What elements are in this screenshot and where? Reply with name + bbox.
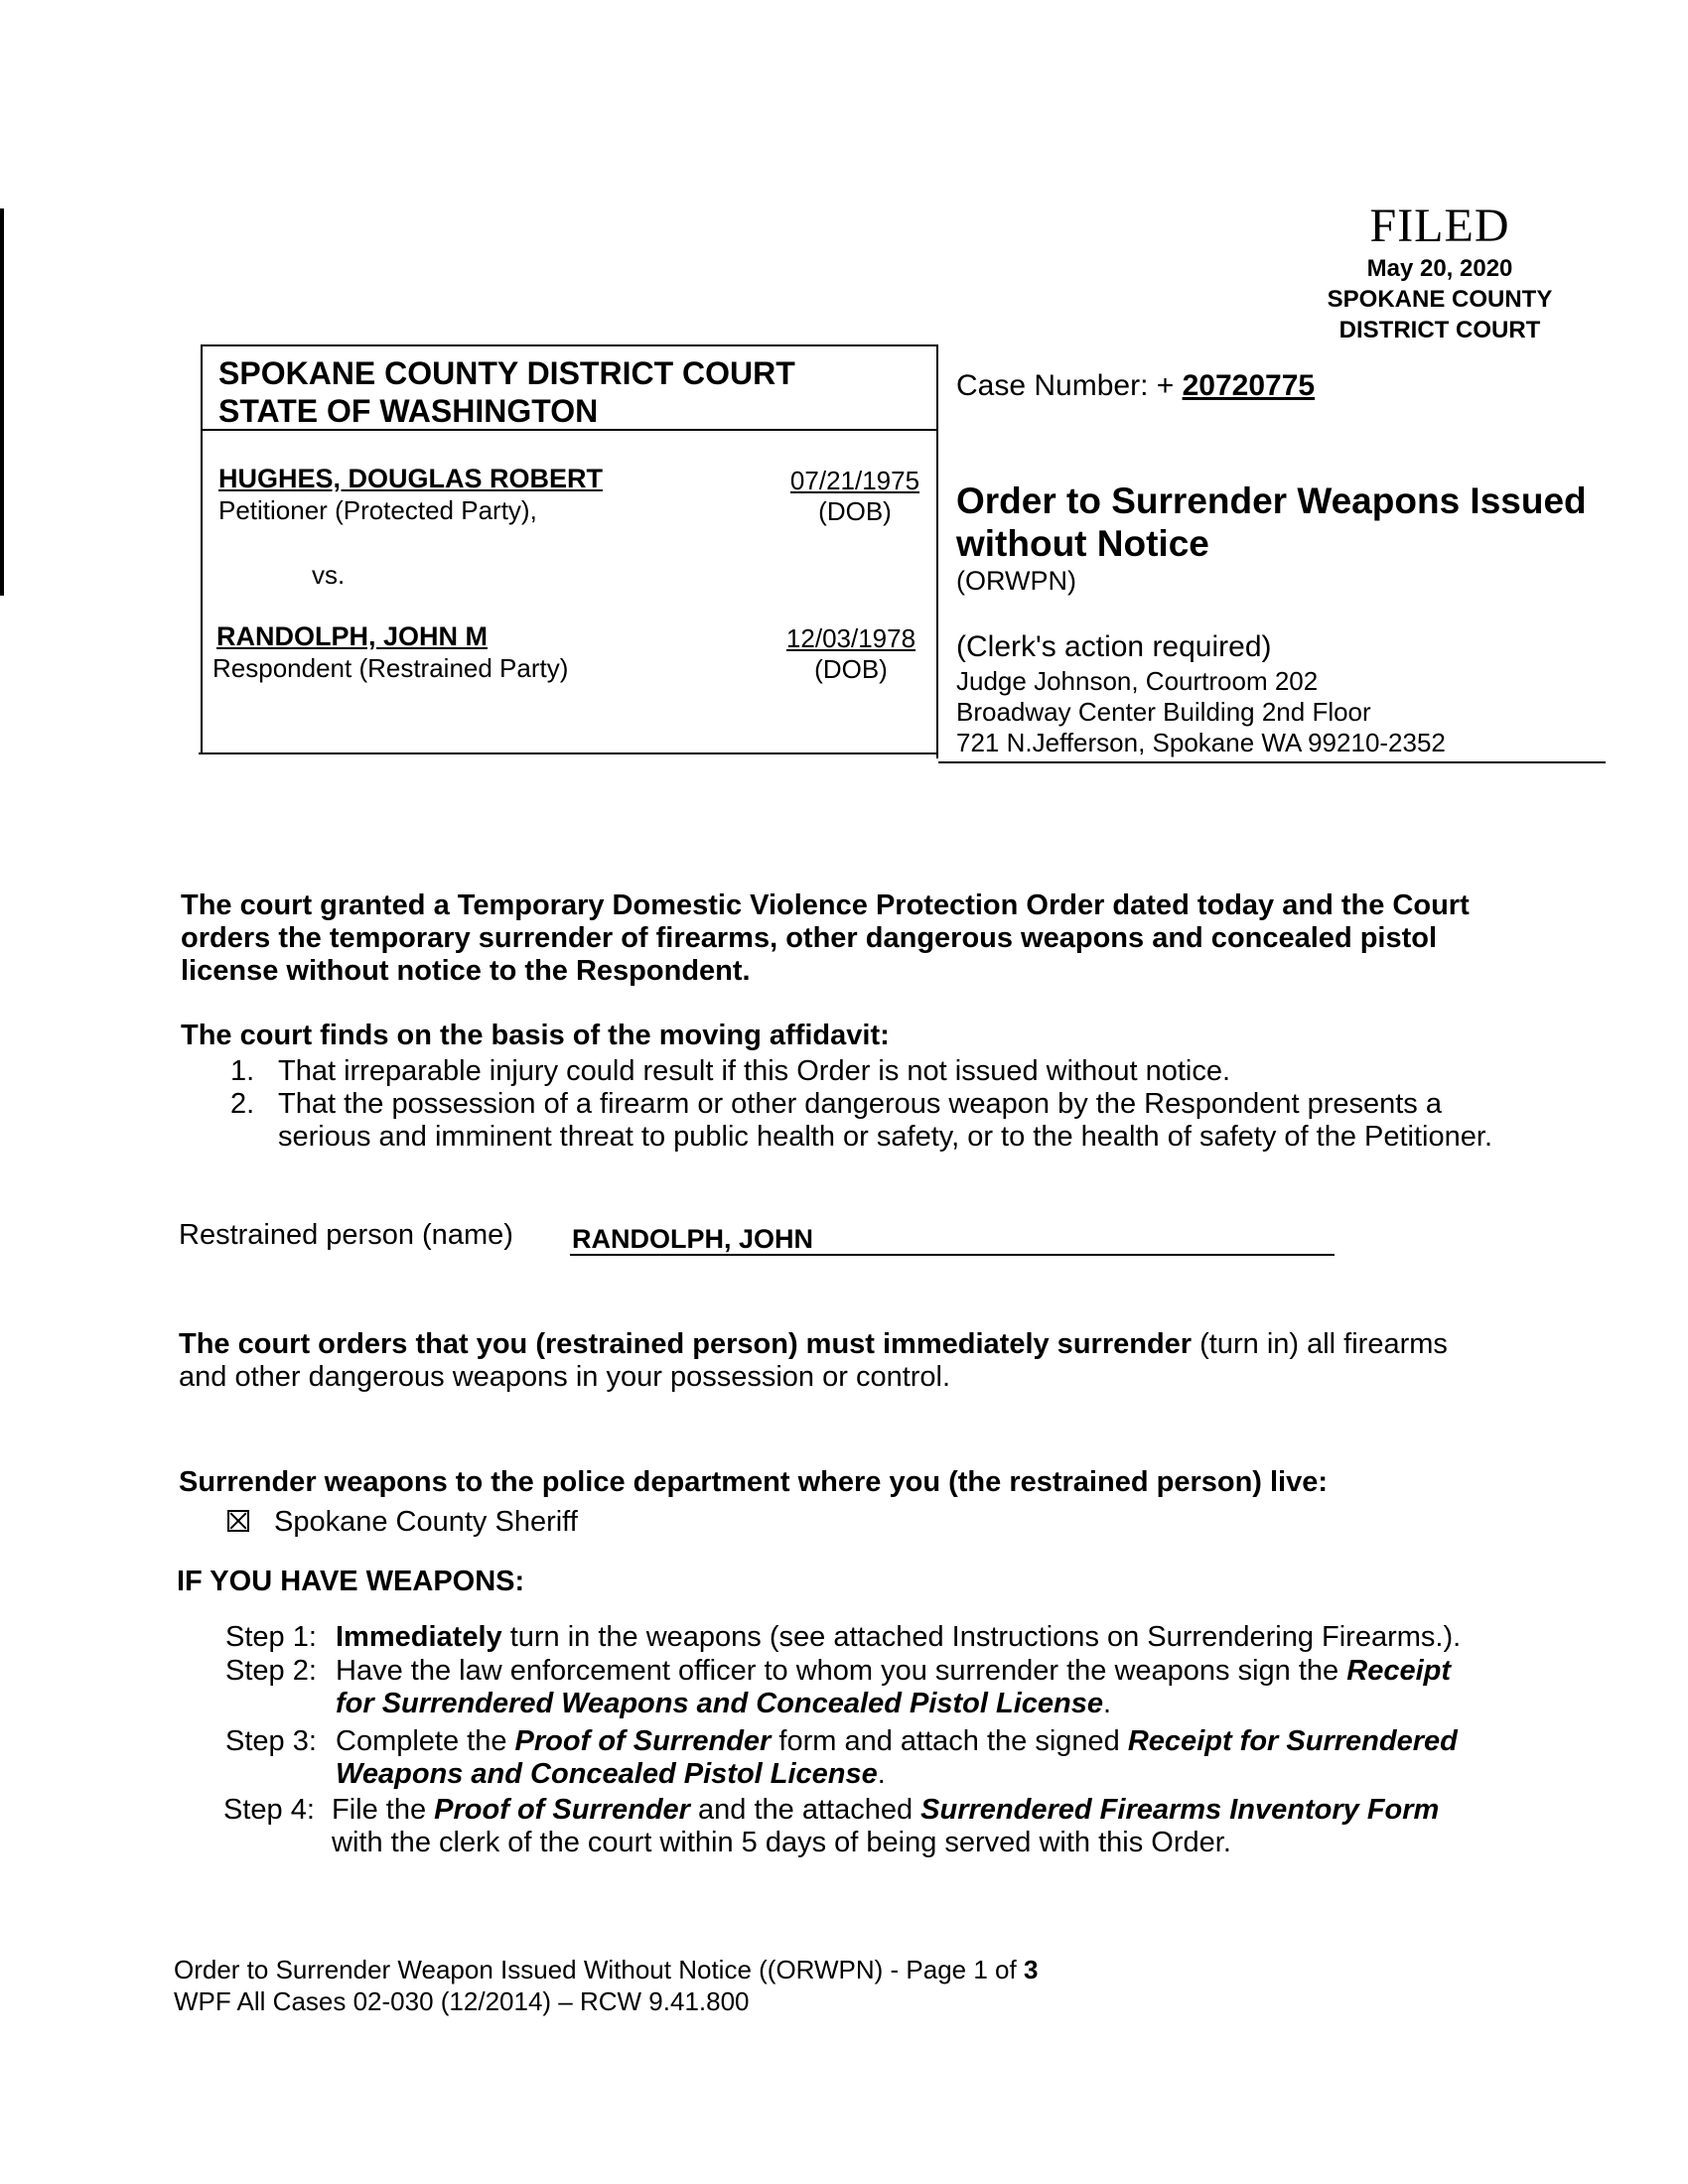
step-text-emphasis: Weapons and Concealed Pistol License xyxy=(336,1758,878,1790)
sheriff-checkbox xyxy=(227,1510,249,1532)
intro-line: The court granted a Temporary Domestic Violence Protection Order dated today and the Court xyxy=(181,889,1470,921)
step-text-line2: with the clerk of the court within 5 days of being served with this Order. xyxy=(332,1827,1231,1858)
filed-county: SPOKANE COUNTY xyxy=(1327,286,1553,313)
court-address: 721 N.Jefferson, Spokane WA 99210-2352 xyxy=(956,728,1446,757)
respondent-role: Respondent (Restrained Party) xyxy=(212,653,569,683)
step-text-part: Have the law enforcement officer to whom you surrender the weapons sign the xyxy=(336,1655,1347,1687)
step-text-part: . xyxy=(877,1758,886,1790)
court-name xyxy=(218,354,795,430)
case-number xyxy=(956,369,1315,403)
step-text-emphasis: for Surrendered Weapons and Concealed Pistol License xyxy=(336,1688,1103,1719)
step-text-emphasis: Surrendered Firearms Inventory Form xyxy=(920,1794,1440,1826)
respondent-dob-block xyxy=(776,623,925,685)
step-label: Step 1: xyxy=(225,1621,317,1653)
caption-left-border xyxy=(201,431,203,754)
footer-form-title: Order to Surrender Weapon Issued Without Notice ((ORWPN) - Page 1 of xyxy=(174,1955,1024,1984)
step-text xyxy=(332,1794,1439,1859)
step-label: Step 2: xyxy=(225,1655,317,1687)
orders-paragraph xyxy=(179,1328,1448,1394)
petitioner-dob: 07/21/1975 xyxy=(789,466,920,495)
filed-title: FILED xyxy=(1369,200,1510,252)
step-text-part: Complete the xyxy=(336,1725,515,1757)
agency-label: Spokane County Sheriff xyxy=(274,1506,578,1538)
step-text-emphasis: Receipt for Surrendered xyxy=(1127,1725,1458,1757)
findings-heading: The court finds on the basis of the moving affidavit: xyxy=(181,1020,890,1051)
court-name-line2: STATE OF WASHINGTON xyxy=(218,393,599,429)
restrained-name: RANDOLPH, JOHN xyxy=(572,1224,814,1254)
order-title-line1: Order to Surrender Weapons Issued xyxy=(956,480,1587,521)
step-text xyxy=(336,1725,1458,1791)
finding-item xyxy=(230,1088,254,1121)
court-name-line1: SPOKANE COUNTY DISTRICT COURT xyxy=(218,355,795,391)
step-text-part: File the xyxy=(332,1794,435,1826)
versus-label: vs. xyxy=(312,560,346,590)
surrender-heading: Surrender weapons to the police department where you (the restrained person) live: xyxy=(179,1466,1329,1498)
finding-number: 1. xyxy=(230,1055,255,1087)
filed-stamp xyxy=(1291,199,1589,345)
step-text xyxy=(336,1655,1451,1720)
footer-form-code: WPF All Cases 02-030 (12/2014) – RCW 9.41.800 xyxy=(174,1986,750,2016)
intro-line: orders the temporary surrender of firearms, other dangerous weapons and concealed pistol xyxy=(181,922,1438,954)
caption-bottom-border xyxy=(199,752,938,754)
restrained-label: Restrained person (name) xyxy=(179,1219,513,1251)
orders-line2: and other dangerous weapons in your possession or control. xyxy=(179,1361,951,1393)
respondent-dob-label: (DOB) xyxy=(814,654,888,684)
finding-text xyxy=(278,1088,1492,1154)
step-label: Step 4: xyxy=(223,1794,315,1826)
finding-item xyxy=(230,1055,254,1088)
page-footer xyxy=(174,1954,1038,2017)
court-building: Broadway Center Building 2nd Floor xyxy=(956,697,1371,727)
finding-text-line: serious and imminent threat to public health or safety, or to the health of safety of the Petitioner. xyxy=(278,1121,1492,1153)
order-title xyxy=(956,479,1592,565)
case-number-value: 20720775 xyxy=(1182,369,1316,402)
restrained-name-line xyxy=(570,1254,1335,1256)
case-info-underline xyxy=(938,761,1606,763)
finding-text: That irreparable injury could result if this Order is not issued without notice. xyxy=(278,1055,1231,1087)
step-text-bold: Immediately xyxy=(336,1621,502,1653)
step-label: Step 3: xyxy=(225,1725,317,1757)
step-text-emphasis: Proof of Surrender xyxy=(514,1725,772,1757)
step-text xyxy=(336,1621,1461,1654)
case-number-label: Case Number: + xyxy=(956,369,1183,402)
intro-paragraph xyxy=(181,889,1470,988)
filed-date: May 20, 2020 xyxy=(1366,255,1513,282)
respondent-name: RANDOLPH, JOHN M xyxy=(216,621,489,651)
order-title-line2: without Notice xyxy=(956,523,1209,564)
order-code: (ORWPN) xyxy=(956,566,1076,596)
respondent-dob: 12/03/1978 xyxy=(785,623,916,653)
petitioner-dob-label: (DOB) xyxy=(818,496,892,526)
filed-court: DISTRICT COURT xyxy=(1338,317,1541,343)
step-text-part: turn in the weapons (see attached Instructions on Surrendering Firearms.). xyxy=(501,1621,1462,1653)
petitioner-name: HUGHES, DOUGLAS ROBERT xyxy=(218,464,604,493)
step-text-part: form and attach the signed xyxy=(771,1725,1128,1757)
scan-edge-line xyxy=(0,208,4,596)
step-text-emphasis: Proof of Surrender xyxy=(434,1794,690,1826)
orders-bold: The court orders that you (restrained person) must immediately surrender xyxy=(179,1328,1193,1360)
judge-info xyxy=(956,666,1446,758)
step-text-part: . xyxy=(1103,1688,1112,1719)
judge-courtroom: Judge Johnson, Courtroom 202 xyxy=(956,666,1319,696)
petitioner-dob-block xyxy=(780,466,929,527)
clerk-note: (Clerk's action required) xyxy=(956,630,1272,663)
petitioner-role: Petitioner (Protected Party), xyxy=(218,495,537,525)
finding-text-line: That the possession of a firearm or other dangerous weapon by the Respondent presents a xyxy=(278,1088,1442,1120)
weapons-heading: IF YOU HAVE WEAPONS: xyxy=(177,1566,525,1597)
orders-rest: (turn in) all firearms xyxy=(1192,1328,1448,1360)
step-text-emphasis: Receipt xyxy=(1346,1655,1452,1687)
caption-divider xyxy=(936,431,938,758)
finding-number: 2. xyxy=(230,1088,255,1120)
intro-line: license without notice to the Respondent. xyxy=(181,955,751,987)
footer-page-total: 3 xyxy=(1023,1955,1039,1984)
step-text-part: and the attached xyxy=(689,1794,921,1826)
